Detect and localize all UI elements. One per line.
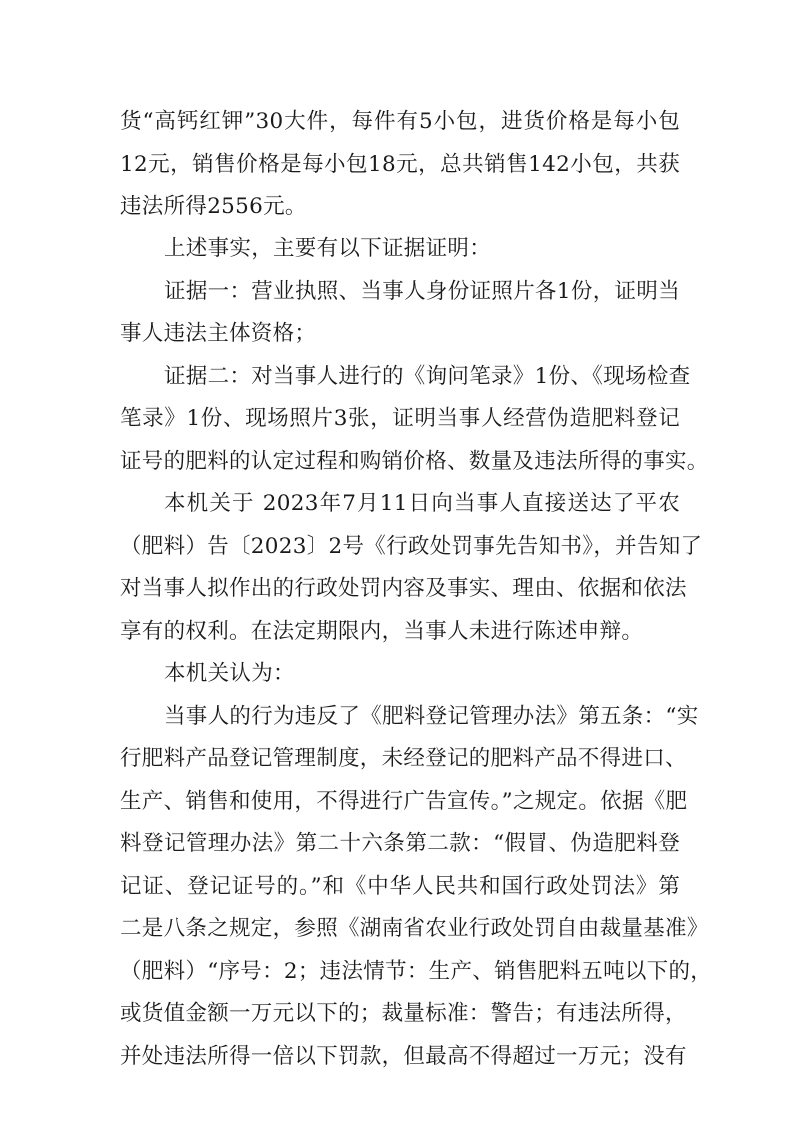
text-line: 违法所得2556元。 xyxy=(120,194,307,219)
text-line: 证据一：营业执照、当事人身份证照片各1份，证明当 xyxy=(164,279,680,304)
text-line: 笔录》1份、现场照片3张，证明当事人经营伪造肥料登记 xyxy=(120,406,680,431)
text-line: 事人违法主体资格； xyxy=(120,321,317,346)
text-line: 生产、销售和使用，不得进行广告宣传。”之规定。依据《肥 xyxy=(120,789,688,814)
text-line: 对当事人拟作出的行政处罚内容及事实、理由、依据和依法 xyxy=(120,576,687,601)
text-line: 或货值金额一万元以下的；裁量标准：警告；有违法所得， xyxy=(120,1001,687,1026)
text-line: 料登记管理办法》第二十六条第二款：“假冒、伪造肥料登 xyxy=(120,831,680,856)
text-line: 本机关于 2023年7月11日向当事人直接送达了平农 xyxy=(164,491,680,516)
text-line: 当事人的行为违反了《肥料登记管理办法》第五条：“实 xyxy=(164,704,699,729)
text-line: 12元，销售价格是每小包18元，总共销售142小包，共获 xyxy=(120,152,680,177)
text-line: 证据二：对当事人进行的《询问笔录》1份、《现场检查 xyxy=(164,364,691,389)
text-line: 证号的肥料的认定过程和购销价格、数量及违法所得的事实。 xyxy=(120,449,709,474)
text-line: （肥料）“序号：2；违法情节：生产、销售肥料五吨以下的， xyxy=(120,959,713,984)
text-line: 货“高钙红钾”30大件，每件有5小包，进货价格是每小包 xyxy=(120,109,680,134)
text-line: （肥料）告〔2023〕2号《行政处罚事先告知书》，并告知了 xyxy=(120,534,703,559)
text-line: 上述事实，主要有以下证据证明： xyxy=(164,236,492,261)
text-line: 享有的权利。在法定期限内，当事人未进行陈述申辩。 xyxy=(120,619,644,644)
text-line: 并处违法所得一倍以下罚款，但最高不得超过一万元；没有 xyxy=(120,1044,687,1069)
text-line: 本机关认为： xyxy=(164,661,295,686)
text-line: 行肥料产品登记管理制度，未经登记的肥料产品不得进口、 xyxy=(120,746,687,771)
text-line: 记证、登记证号的。”和《中华人民共和国行政处罚法》第 xyxy=(120,874,680,899)
text-line: 二是八条之规定，参照《湖南省农业行政处罚自由裁量基准》 xyxy=(120,916,709,941)
